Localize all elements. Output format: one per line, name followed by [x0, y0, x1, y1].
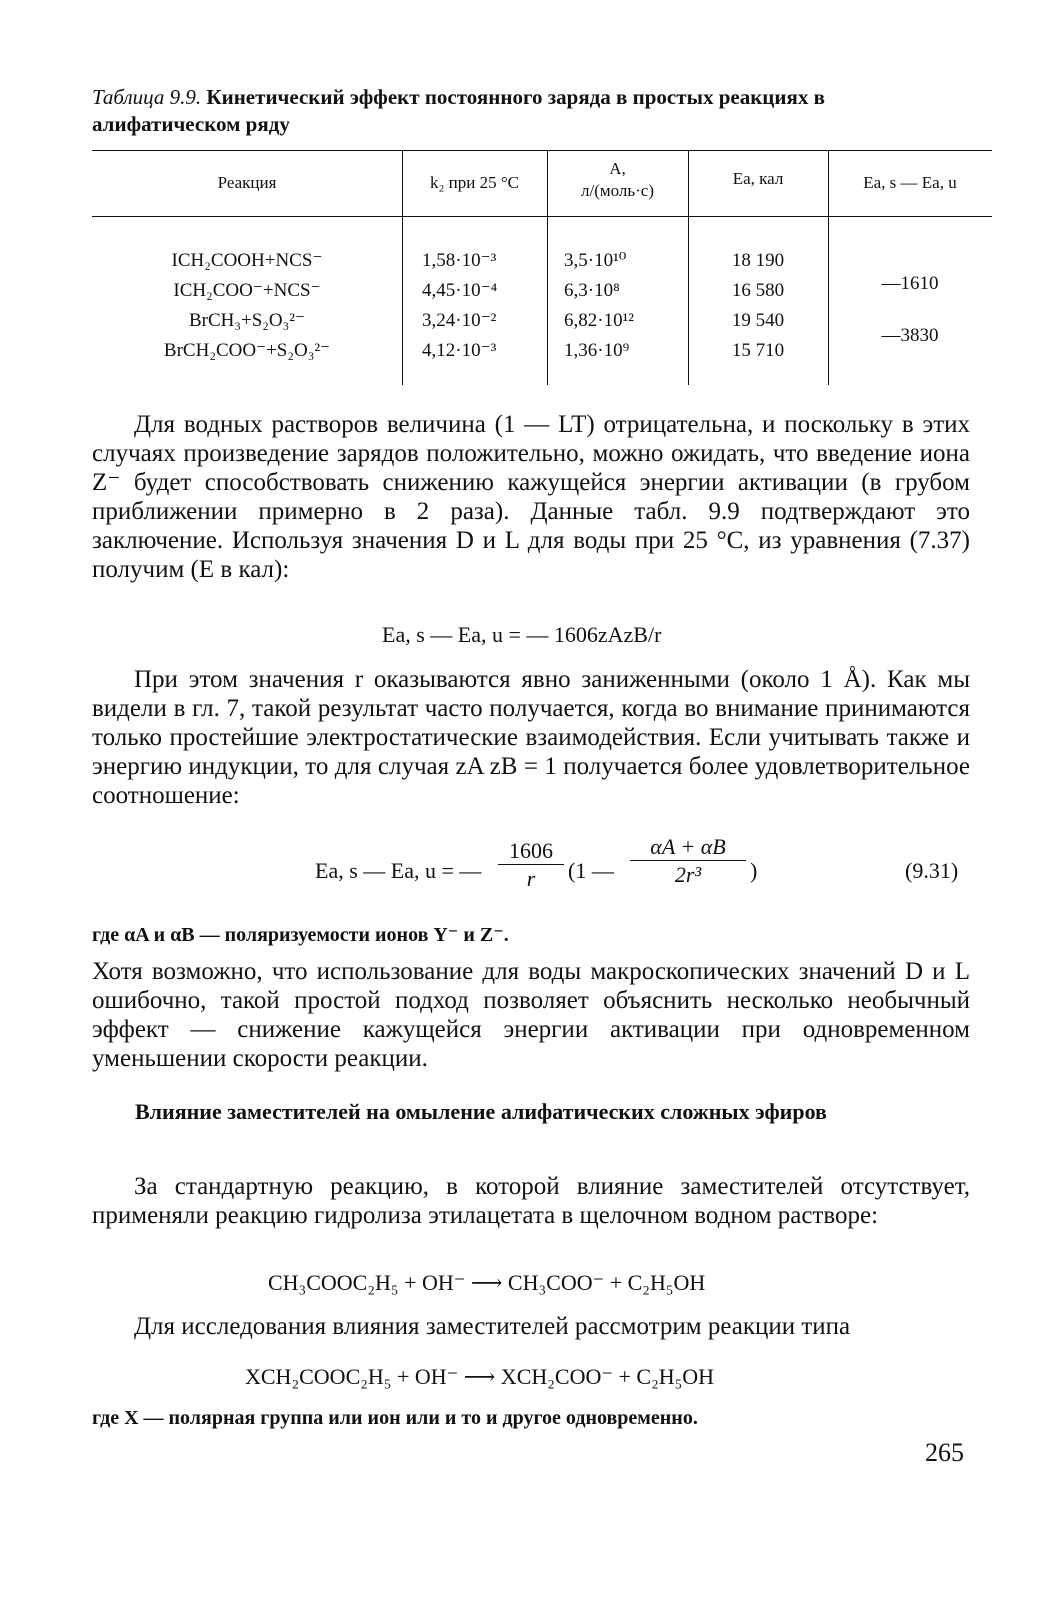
paren-open: (1 — [568, 858, 614, 883]
header-Ea: Eа, кал [732, 169, 784, 188]
section-heading: Влияние заместителей на омыление алифатических сложных эфиров [135, 1099, 827, 1124]
alpha-numerator: αA + αB [630, 834, 746, 861]
A-cell: 6,82·10¹² [564, 310, 634, 331]
k2-cell: 4,45·10⁻⁴ [422, 280, 498, 301]
k2-cell: 4,12·10⁻³ [422, 340, 497, 361]
k2-cell: 3,24·10⁻² [422, 310, 497, 331]
Ea-cell: 19 540 [731, 310, 785, 331]
paragraph-3: Хотя возможно, что использование для воды макроскопических значений D и L ошибочно, такой простой подход позволяет объяснить несколько необычный эффект — снижение кажущейся энергии активации при одновременном уменьшении скорости реакции. [92, 958, 970, 1072]
diff-cell: —1610 [881, 273, 939, 294]
table-caption-text: Кинетический эффект постоянного заряда в простых реакциях в алифатическом ряду [92, 85, 825, 136]
header-reaction: Реакция [217, 173, 277, 192]
equation-1: Eа, s — Eа, u = — 1606zAzB/r [382, 622, 662, 647]
table-caption [92, 84, 952, 138]
reaction-column [92, 246, 402, 366]
alpha-denominator: 2r³ [674, 862, 702, 887]
fraction-denominator: r [526, 866, 536, 891]
reaction-cell: ICH₂COO⁻+NCS⁻ [173, 280, 321, 301]
reaction-cell: BrCH₃+S₂O₃²⁻ [189, 310, 305, 331]
A-cell: 3,5·10¹⁰ [564, 250, 627, 271]
table-caption-label: Таблица 9.9. [92, 85, 202, 109]
Ea-cell: 16 580 [731, 280, 785, 301]
A-cell: 6,3·10⁸ [564, 280, 620, 301]
diff-column [828, 258, 992, 362]
reaction-cell: ICH₂COOH+NCS⁻ [171, 250, 323, 271]
Ea-cell: 15 710 [731, 340, 785, 361]
reaction-cell: BrCH₂COO⁻+S₂O₃²⁻ [163, 340, 331, 361]
paragraph-2: При этом значения r оказываются явно заниженными (около 1 Å). Как мы видели в гл. 7, такой результат часто получается, когда во внимание принимаются только простейшие электростатические взаимодействия. Если учитывать также и энергию индукции, то для случая zA zB = 1 получается более удовлетворительное соотношение: [92, 666, 970, 809]
paren-close: ) [750, 858, 758, 883]
Ea-cell: 18 190 [731, 250, 785, 271]
header-A [547, 158, 688, 202]
equation-number: (9.31) [905, 858, 959, 883]
table-top-rule [92, 150, 992, 151]
table-header-rule [92, 216, 992, 217]
header-k2: k₂ при 25 °C [429, 173, 519, 192]
A-column [564, 246, 634, 366]
fraction-1606-over-r [498, 838, 564, 893]
equation-9-31-lhs: Eа, s — Eа, u = — [315, 858, 482, 883]
fraction-numerator: 1606 [498, 838, 564, 865]
where-note-1: где αA и αB — поляризуемости ионов Y⁻ и Z⁻. [92, 924, 509, 946]
Ea-column [688, 246, 828, 366]
A-cell: 1,36·10⁹ [564, 340, 630, 361]
header-diff: Eа, s — Eа, u [863, 173, 957, 192]
header-A-unit: л/(моль·с) [580, 181, 654, 200]
paragraph-1: Для водных растворов величина (1 — LT) отрицательна, и поскольку в этих случаях произведение зарядов положительно, можно ожидать, что введение иона Z⁻ будет способствовать снижению кажущейся энергии активации (в грубом приближении примерно в 2 раза). Данные табл. 9.9 подтверждают это заключение. Используя значения D и L для воды при 25 °C, из уравнения (7.37) получим (E в кал): [92, 411, 970, 583]
page-number: 265 [925, 1438, 964, 1467]
paragraph-5: Для исследования влияния заместителей рассмотрим реакции типа [134, 1313, 851, 1340]
fraction-alpha [630, 834, 746, 889]
kinetic-table [92, 150, 992, 395]
header-A-symbol: A, [609, 159, 626, 178]
k2-column [422, 246, 497, 366]
where-note-2: где X — полярная группа или ион или и то и другое одновременно. [92, 1407, 698, 1429]
diff-cell: —3830 [881, 325, 939, 346]
paragraph-4: За стандартную реакцию, в которой влияние заместителей отсутствует, применяли реакцию гидролиза этилацетата в щелочном водном растворе: [92, 1173, 970, 1229]
equation-hydrolysis: CH₃COOC₂H₅ + OH⁻ ⟶ CH₃COO⁻ + C₂H₅OH [268, 1270, 706, 1295]
equation-substituted: XCH₂COOC₂H₅ + OH⁻ ⟶ XCH₂COO⁻ + C₂H₅OH [245, 1364, 715, 1389]
k2-cell: 1,58·10⁻³ [422, 250, 497, 271]
